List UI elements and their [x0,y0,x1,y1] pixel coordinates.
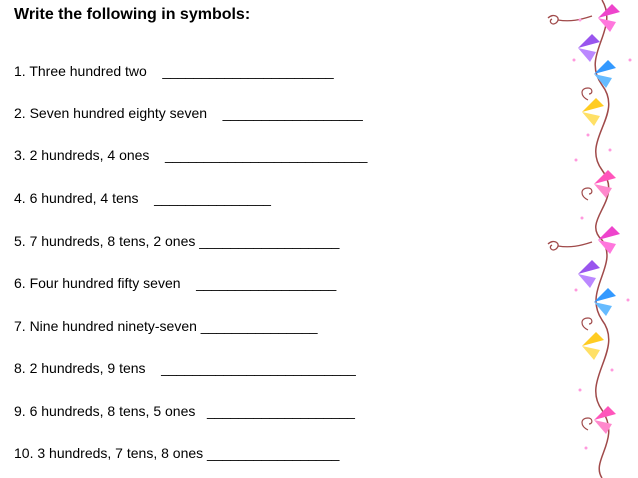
vine-curl [582,188,592,200]
vine-curl [582,418,592,430]
vine-curl [582,318,592,330]
vine-curl [582,88,592,100]
butterfly-icon [582,98,604,126]
question-7: 7. Nine hundred ninety-seven _______________ [14,318,318,334]
vine-curl [548,15,558,23]
question-10: 10. 3 hundreds, 7 tens, 8 ones _________________ [14,445,340,461]
question-2: 2. Seven hundred eighty seven __________________ [14,105,363,121]
butterfly-icon [594,60,616,88]
vine-curl [558,16,592,21]
butterfly-vine-border [540,0,638,478]
question-8: 8. 2 hundreds, 9 tens _________________________ [14,360,356,376]
butterfly-icon [582,332,604,360]
question-1: 1. Three hundred two ______________________ [14,63,334,79]
butterfly-icon [578,260,600,288]
question-5: 5. 7 hundreds, 8 tens, 2 ones __________________ [14,233,340,249]
question-6: 6. Four hundred fifty seven __________________ [14,275,337,291]
question-3: 3. 2 hundreds, 4 ones __________________________ [14,147,368,163]
vine-curl [548,241,558,249]
vine-curl [558,242,592,247]
butterfly-icon [594,170,616,198]
worksheet-title: Write the following in symbols: [14,6,251,23]
butterfly-icon [594,406,616,434]
question-4: 4. 6 hundred, 4 tens _______________ [14,190,271,206]
butterfly-icon [598,4,620,32]
question-9: 9. 6 hundreds, 8 tens, 5 ones ___________________ [14,403,355,419]
